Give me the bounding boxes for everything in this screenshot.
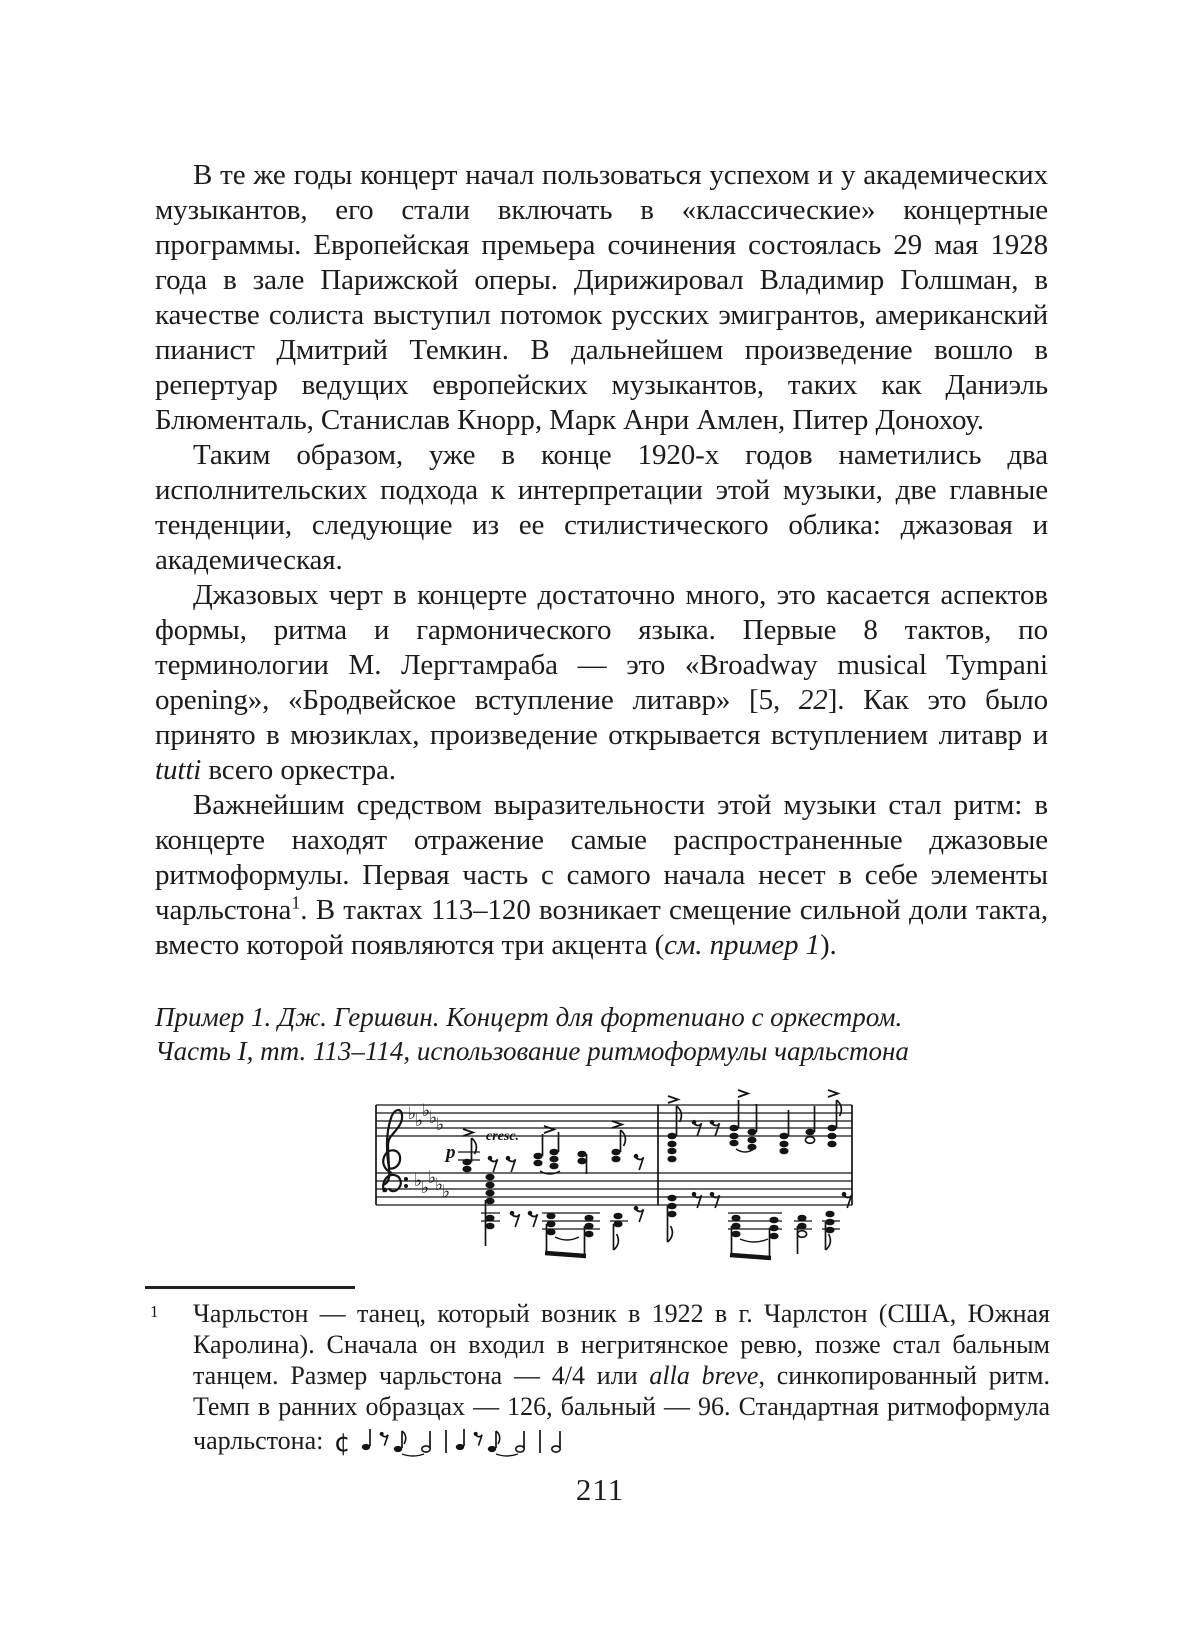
svg-text:♭: ♭ <box>422 1101 431 1121</box>
cut-time-icon: ¢ <box>333 1428 351 1458</box>
svg-text:♭: ♭ <box>442 1182 451 1202</box>
quarter-note-icon <box>456 1429 464 1450</box>
svg-text:♭: ♭ <box>414 1171 423 1191</box>
music-example <box>370 1078 858 1270</box>
page-number: 211 <box>575 1472 625 1507</box>
svg-text:♭: ♭ <box>421 1178 430 1198</box>
svg-text:♭: ♭ <box>408 1104 417 1124</box>
svg-text:♭: ♭ <box>436 1115 445 1135</box>
eighth-note-icon <box>394 1431 406 1452</box>
measure2-treble-notes <box>667 1090 841 1162</box>
paragraph-3: Джазовых черт в концерте достаточно много, это касается аспектов формы, ритма и гармонического языка. Первые 8 тактов, по терминологии М. Лергтамраба — это «Broadway musical Tympani opening», «Бродвейское вступление литавр» [5, 22]. Как это было принято в мюзиклах, произведение открывается вступлением литавр и tutti всего оркестра. <box>155 579 1048 786</box>
footnote <box>148 1298 1050 1458</box>
footnote-text: Чарльстон — танец, который возник в 1922 в г. Чарлстон (США, Южная Каролина). Сначала он входил в негритянское ревю, позже стал бальным танцем. Размер чарльстона — 4/4 или alla breve, синкопированный ритм. Темп в ранних образцах — 126, бальный — 96. Стандартная ритмоформула чарльстона: <box>193 1299 1050 1455</box>
measure1-bass-notes <box>481 1174 644 1256</box>
eighth-note-icon <box>488 1431 500 1452</box>
eighth-rest-icon <box>380 1432 388 1446</box>
footnote-marker: 1 <box>150 1302 159 1321</box>
dynamic-cresc: cresc. <box>486 1129 520 1144</box>
paragraph-4: Важнейшим средством выразительности этой музыки стал ритм: в концерте находят отражение самые распространенные джазовые ритмоформулы. Первая часть с самого начала несет в себе элементы чарльстона$^1$. В тактах 113–120 возникает смещение сильной доли такта, вместо которой появляются три акцента (см. пример 1). <box>155 789 1048 961</box>
treble-staff-lines <box>376 1105 852 1136</box>
charleston-rhythm-notation <box>334 1422 586 1458</box>
eighth-rest-icon <box>474 1432 482 1446</box>
measure2-bass-notes <box>667 1192 851 1258</box>
half-note-icon <box>516 1431 524 1452</box>
half-note-icon <box>422 1431 430 1452</box>
svg-text:♭: ♭ <box>435 1175 444 1195</box>
svg-text:♭: ♭ <box>415 1111 424 1131</box>
caption-line-1: Пример 1. Дж. Гершвин. Концерт для фортепиано с оркестром. <box>155 1002 903 1032</box>
svg-text:♭: ♭ <box>428 1168 437 1188</box>
paragraph-2: Таким образом, уже в конце 1920-х годов наметились два исполнительских подхода к интерпретации этой музыки, две главные тенденции, следующие из ее стилистического облика: джазовая и академическая. <box>155 439 1048 576</box>
paragraph-1: В те же годы концерт начал пользоваться успехом и у академических музыкантов, его стали включать в «классические» концертные программы. Европейская премьера сочинения состоялась 29 мая 1928 года в зале Парижской оперы. Дирижировал Владимир Голшман, в качестве солиста выступил потомок русских эмигрантов, американский пианист Дмитрий Темкин. В дальнейшем произведение вошло в репертуар ведущих европейских музыкантов, таких как Даниэль Блюменталь, Станислав Кнорр, Марк Анри Амлен, Питер Донохоу. <box>155 159 1048 436</box>
music-notation-svg <box>370 1078 858 1270</box>
caption-line-2: Часть I, тт. 113–114, использование ритмоформулы чарльстона <box>155 1036 909 1066</box>
footnote-rule <box>145 1286 355 1289</box>
body-text <box>155 158 1048 963</box>
quarter-note-icon <box>362 1429 370 1450</box>
dynamic-p: p <box>446 1142 456 1163</box>
treble-key-signature <box>408 1101 444 1135</box>
half-note-icon <box>552 1431 560 1452</box>
svg-text:♭: ♭ <box>429 1108 438 1128</box>
example-caption <box>155 1000 1048 1068</box>
